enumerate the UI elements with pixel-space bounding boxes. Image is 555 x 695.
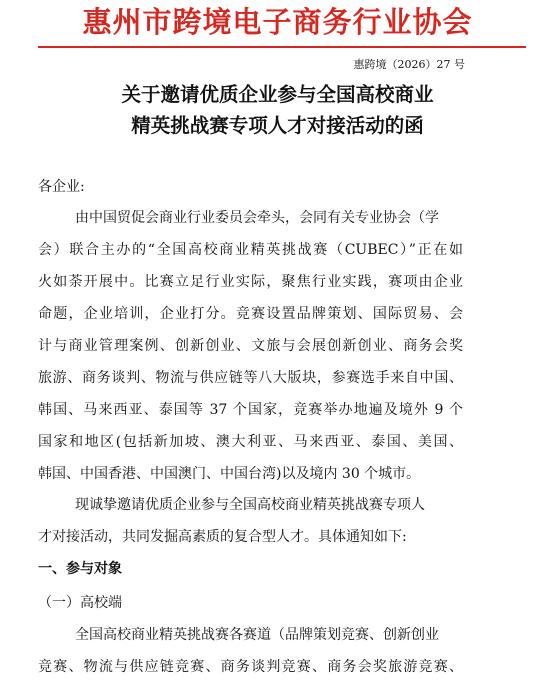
section-heading: 一、参与对象 [38, 561, 122, 577]
paragraph-1-line: 由中国贸促会商业行业委员会牵头，会同有关专业协会（学 [75, 210, 439, 226]
paragraph-1-line: 计与商业管理案例、创新创业、文旅与会展创新创业、商务会奖 [38, 338, 463, 354]
paragraph-1-line: 命题，企业培训，企业打分。竞赛设置品牌策划、国际贸易、会 [38, 306, 463, 322]
salutation: 各企业: [38, 179, 85, 195]
paragraph-1-line: 会）联合主办的“全国高校商业精英挑战赛（CUBEC）”正在如 [38, 242, 463, 258]
paragraph-1-line: 火如荼开展中。比赛立足行业实际，聚焦行业实践，赛项由企业 [38, 274, 463, 290]
document-number: 惠跨境（2026）27 号 [353, 58, 465, 71]
document-title-line-1: 关于邀请优质企业参与全国高校商业 [121, 83, 434, 106]
paragraph-1-line: 韩国、中国香港、中国澳门、中国台湾)以及境内 30 个城市。 [38, 466, 421, 482]
subsection-heading: （一）高校端 [38, 595, 122, 611]
masthead-title: 惠州市跨境电子商务行业协会 [82, 5, 473, 39]
paragraph-3-line: 竞赛、物流与供应链竞赛、商务谈判竞赛、商务会奖旅游竞赛、 [38, 659, 463, 675]
paragraph-1-line: 旅游、商务谈判、物流与供应链等八大版块，参赛选手来自中国、 [38, 370, 463, 386]
paragraph-1-line: 国家和地区(包括新加坡、澳大利亚、马来西亚、泰国、美国、 [38, 434, 463, 450]
document-title-line-2: 精英挑战赛专项人才对接活动的函 [131, 114, 424, 137]
paragraph-2-line: 现诚挚邀请优质企业参与全国高校商业精英挑战赛专项人 [75, 497, 425, 513]
masthead-divider [38, 46, 526, 48]
paragraph-2-line: 才对接活动，共同发掘高素质的复合型人才。具体通知如下: [38, 529, 407, 545]
paragraph-3-line: 全国高校商业精英挑战赛各赛道（品牌策划竞赛、创新创业 [75, 627, 439, 643]
paragraph-1-line: 韩国、马来西亚、泰国等 37 个国家，竞赛举办地遍及境外 9 个 [38, 402, 463, 418]
